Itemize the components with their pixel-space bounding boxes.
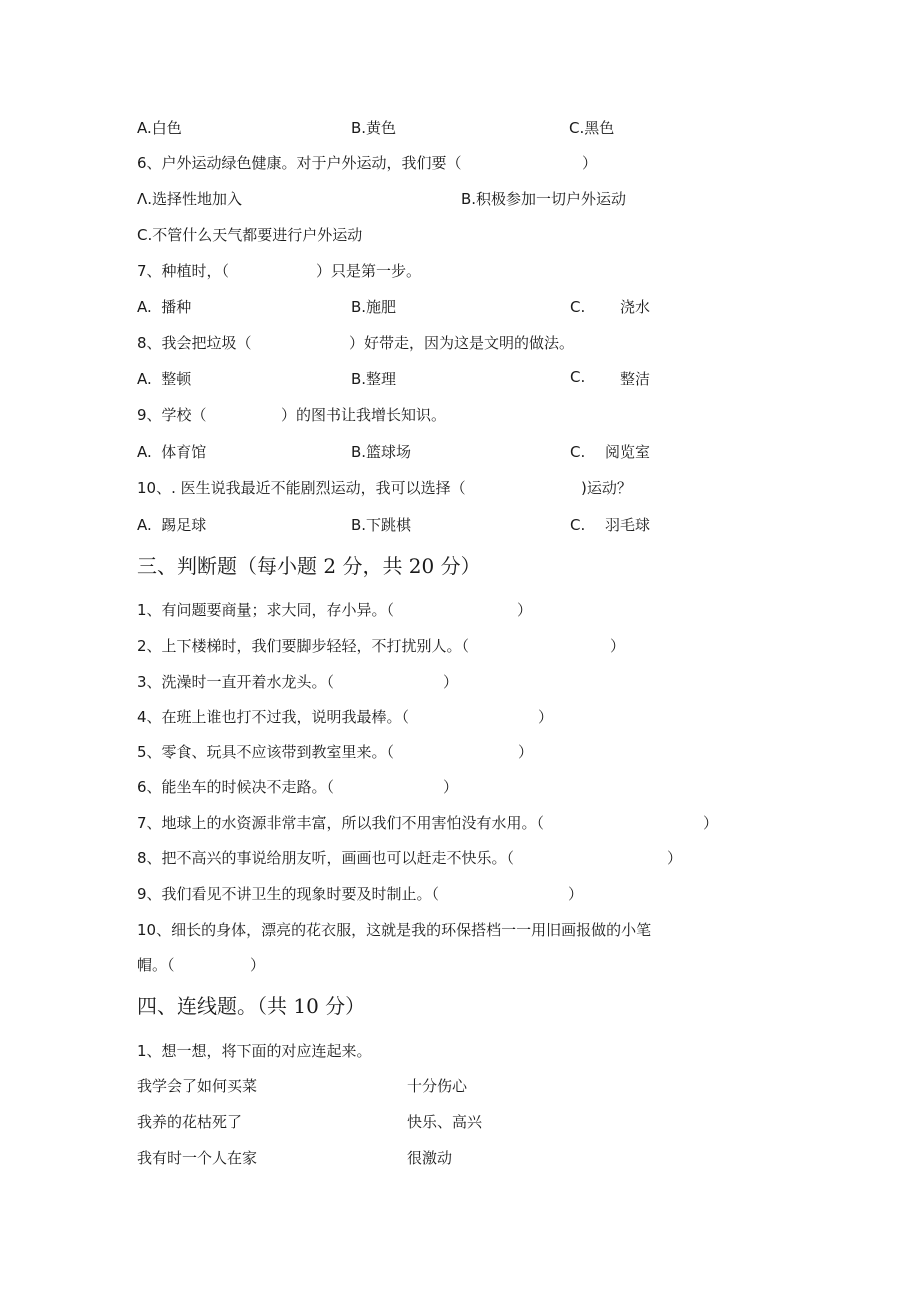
- q8-option-c-letter: C.: [570, 368, 586, 386]
- q5-option-c: C.黑色: [569, 119, 615, 137]
- q9-option-c-text: 阅览室: [605, 443, 651, 461]
- judge-item-7: 7、地球上的水资源非常丰富，所以我们不用害怕没有水用。（: [137, 814, 545, 832]
- q9-option-a: A. 体育馆: [137, 443, 207, 461]
- judge-item-10-cont: 帽。（: [137, 956, 175, 974]
- section3-title: 三、判断题（每小题 2 分，共 20 分）: [137, 554, 481, 578]
- judge-item-1-close: ）: [517, 601, 533, 619]
- match-left-3: 我有时一个人在家: [137, 1149, 258, 1167]
- judge-item-9-close: ）: [568, 885, 584, 903]
- q9-option-b: B.篮球场: [351, 443, 412, 461]
- match-right-1: 十分伤心: [407, 1077, 468, 1095]
- q7-option-b: B.施肥: [351, 298, 397, 316]
- q5-option-a: A.白色: [137, 119, 182, 137]
- judge-item-5: 5、零食、玩具不应该带到教室里来。（: [137, 743, 395, 761]
- judge-item-10: 10、细长的身体，漂亮的花衣服，这就是我的环保搭档一一用旧画报做的小笔: [137, 921, 652, 939]
- judge-item-9: 9、我们看见不讲卫生的现象时要及时制止。（: [137, 885, 440, 903]
- judge-item-8-close: ）: [667, 849, 683, 867]
- judge-item-5-close: ）: [518, 743, 534, 761]
- q7-option-a: A. 播种: [137, 298, 192, 316]
- judge-item-2: 2、上下楼梯时，我们要脚步轻轻，不打扰别人。（: [137, 637, 470, 655]
- q6-option-a: Λ.选择性地加入: [137, 190, 243, 208]
- judge-item-8: 8、把不高兴的事说给朋友听，画画也可以赶走不快乐。（: [137, 849, 515, 867]
- q7-option-c-letter: C.: [570, 298, 586, 316]
- judge-item-4: 4、在班上谁也打不过我，说明我最棒。（: [137, 708, 410, 726]
- q5-option-b: B.黄色: [351, 119, 397, 137]
- judge-item-6: 6、能坐车的时候决不走路。（: [137, 778, 335, 796]
- judge-item-7-close: ）: [703, 814, 719, 832]
- q8-option-a: A. 整顿: [137, 370, 192, 388]
- q9-stem: 9、学校（: [137, 406, 207, 424]
- q8-option-b: B.整理: [351, 370, 397, 388]
- q8-option-c-text: 整洁: [620, 370, 651, 388]
- q8-close: ）好带走，因为这是文明的做法。: [349, 334, 575, 352]
- q7-option-c-text: 浇水: [620, 298, 651, 316]
- q10-option-c-text: 羽毛球: [605, 516, 651, 534]
- q7-close: ）只是第一步。: [316, 262, 422, 280]
- q6-option-c: C.不管什么天气都要进行户外运动: [137, 226, 363, 244]
- judge-item-4-close: ）: [538, 708, 554, 726]
- match-right-3: 很激动: [407, 1149, 453, 1167]
- q7-stem: 7、种植时，（: [137, 262, 230, 280]
- match-left-1: 我学会了如何买菜: [137, 1077, 258, 1095]
- q6-stem: 6、户外运动绿色健康。对于户外运动，我们要（: [137, 154, 462, 172]
- q10-option-a: A. 踢足球: [137, 516, 207, 534]
- q10-option-c-letter: C.: [570, 516, 586, 534]
- judge-item-10-close: ）: [250, 956, 266, 974]
- judge-item-2-close: ）: [610, 637, 626, 655]
- q10-stem: 10、. 医生说我最近不能剧烈运动，我可以选择（: [137, 479, 466, 497]
- match-left-2: 我养的花枯死了: [137, 1113, 243, 1131]
- q6-close-paren: ）: [582, 154, 598, 172]
- judge-item-3: 3、洗澡时一直开着水龙头。（: [137, 673, 335, 691]
- q8-stem: 8、我会把垃圾（: [137, 334, 252, 352]
- section4-title: 四、连线题。（共 10 分）: [137, 994, 366, 1018]
- q9-close: ）的图书让我增长知识。: [281, 406, 447, 424]
- q10-close: )运动？: [581, 479, 632, 497]
- match-right-2: 快乐、高兴: [407, 1113, 483, 1131]
- q6-option-b: B.积极参加一切户外运动: [461, 190, 627, 208]
- q10-option-b: B.下跳棋: [351, 516, 412, 534]
- judge-item-1: 1、有问题要商量；求大同，存小异。（: [137, 601, 395, 619]
- judge-item-3-close: ）: [443, 673, 459, 691]
- match-q1: 1、想一想，将下面的对应连起来。: [137, 1042, 372, 1060]
- q9-option-c-letter: C.: [570, 443, 586, 461]
- judge-item-6-close: ）: [443, 778, 459, 796]
